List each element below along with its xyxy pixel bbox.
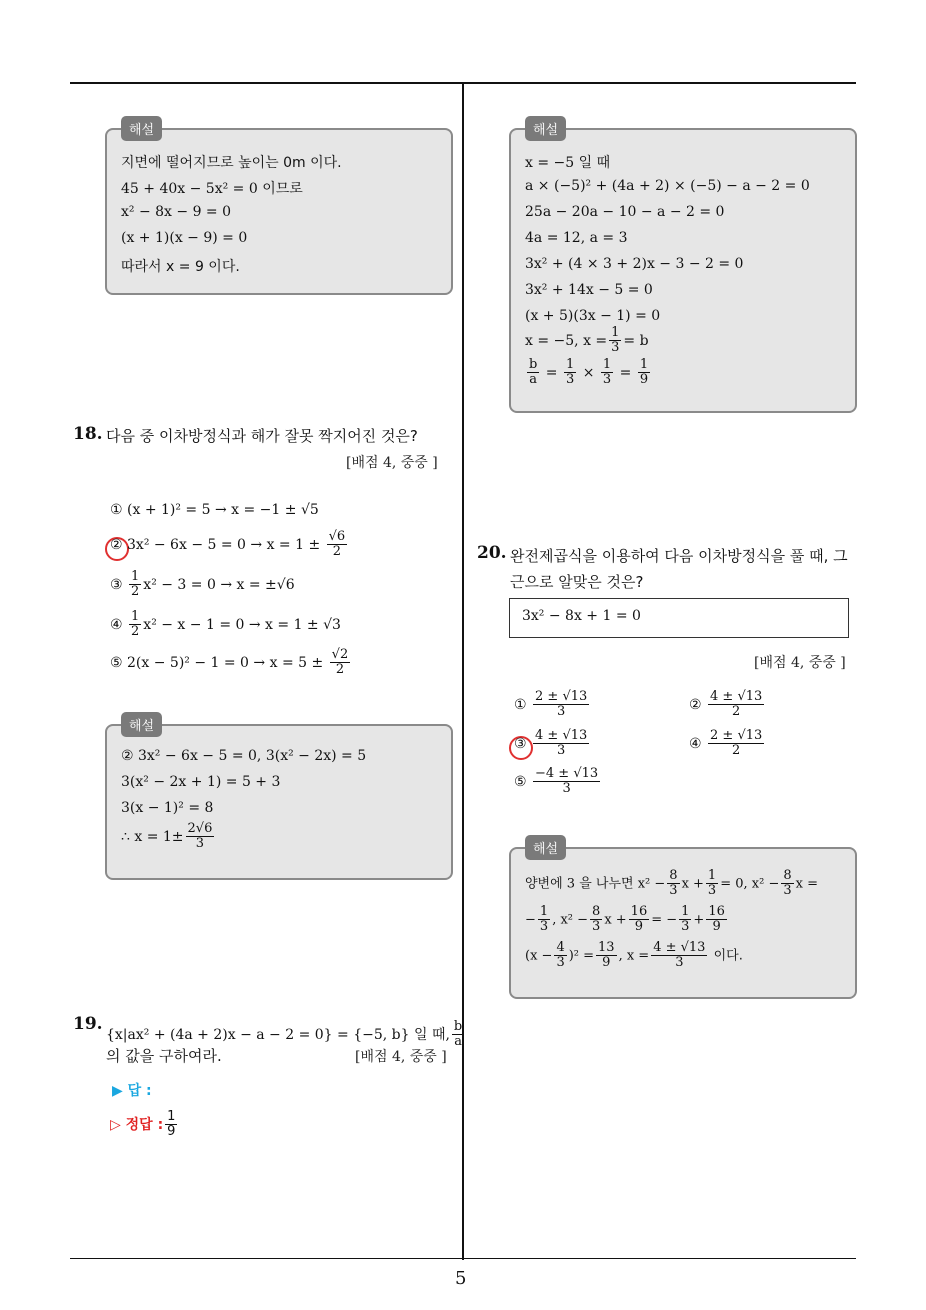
question-text: 다음 중 이차방정식과 해가 잘못 짝지어진 것은?: [106, 427, 418, 445]
option-mark: ①: [110, 502, 123, 518]
question-text: {x|ax² + (4a + 2)x − a − 2 = 0} = {−5, b} 일 때, $\frac{b}{a}$: [106, 1019, 463, 1050]
option-text: x² − x − 1 = 0 → x = 1 ± √3: [143, 616, 341, 633]
fraction: $\frac{1}{2}$: [131, 569, 140, 600]
question-meta: [배점 4, 중중 ]: [346, 455, 438, 471]
solution-line: (x − $\frac{4}{3}$ )² = $\frac{13}{9}$ , x = $\frac{4 \pm √13}{3}$ 이다.: [525, 940, 743, 971]
option-1[interactable]: [110, 502, 319, 518]
solution-tag: 해설: [121, 116, 162, 141]
solution-box-18: [105, 719, 453, 880]
question-text-2: 의 값을 구하여라.: [106, 1047, 222, 1065]
solution-line: ② 3x² − 6x − 5 = 0, 3(x² − 2x) = 5: [121, 748, 367, 764]
solution-line: − $\frac{1}{3}$ , x² − $\frac{8}{3}$ x + $\frac{16}{9}$ = − $\frac{1}{3}$ + $\frac{16}{9}$: [525, 904, 725, 935]
solution-line: x = −5, x = $\frac{1}{3}$ = b: [525, 325, 649, 356]
question-number: 20.: [477, 543, 507, 563]
option-1[interactable]: ① $\frac{2 \pm √13}{3}$: [514, 689, 588, 720]
option-4[interactable]: ④ $\frac{2 \pm √13}{2}$: [689, 728, 763, 759]
question-text: 완전제곱식을 이용하여 다음 이차방정식을 풀 때, 그: [510, 547, 848, 565]
solution-line: $\frac{b}{a}$ = $\frac{1}{3}$ × $\frac{1}{3}$ = $\frac{1}{9}$: [529, 357, 649, 388]
equation-box: 3x² − 8x + 1 = 0: [509, 598, 849, 638]
solution-line: a × (−5)² + (4a + 2) × (−5) − a − 2 = 0: [525, 178, 810, 194]
option-text: (x + 1)² = 5 → x = −1 ± √5: [127, 502, 319, 518]
solution-line: x² − 8x − 9 = 0: [121, 204, 232, 220]
question-text-2: 근으로 알맞은 것은?: [510, 573, 644, 591]
solution-line: x = −5 일 때: [525, 155, 611, 171]
solution-line: (x + 5)(3x − 1) = 0: [525, 308, 661, 324]
option-3[interactable]: ③ $\frac{4 \pm √13}{3}$: [514, 728, 588, 759]
question-number: 18.: [73, 424, 103, 444]
option-text: x² − 3 = 0 → x = ±√6: [143, 576, 295, 593]
option-2[interactable]: [110, 530, 349, 560]
solution-line: 3(x − 1)² = 8: [121, 800, 214, 816]
solution-box-20: [509, 842, 857, 999]
solution-line: 3(x² − 2x + 1) = 5 + 3: [121, 774, 281, 790]
fraction: $\frac{1}{2}$: [131, 609, 140, 640]
option-5[interactable]: ⑤ $\frac{-4 \pm √13}{3}$: [514, 766, 599, 797]
option-mark: ②: [110, 536, 123, 553]
page-number: 5: [455, 1268, 467, 1289]
solution-tag: 해설: [121, 712, 162, 737]
question-number: 19.: [73, 1014, 103, 1034]
fraction: $\frac{√6}{2}$: [328, 529, 346, 560]
option-4[interactable]: [110, 610, 341, 640]
option-mark: ⑤: [110, 654, 123, 671]
option-2[interactable]: ② $\frac{4 \pm √13}{2}$: [689, 689, 763, 720]
solution-line: 25a − 20a − 10 − a − 2 = 0: [525, 204, 725, 220]
solution-box-19: [509, 123, 857, 413]
solution-line: 지면에 떨어지므로 높이는 0m 이다.: [121, 155, 342, 171]
solution-line: (x + 1)(x − 9) = 0: [121, 230, 248, 246]
solution-tag: 해설: [525, 116, 566, 141]
fraction: $\frac{√2}{2}$: [331, 647, 349, 678]
answer-input-label[interactable]: ▶ 답 :: [112, 1083, 152, 1099]
option-text: 3x² − 6x − 5 = 0 → x = 1 ±: [127, 536, 321, 553]
option-mark: ④: [110, 616, 123, 633]
solution-line: 4a = 12, a = 3: [525, 230, 628, 246]
question-meta: [배점 4, 중중 ]: [355, 1049, 447, 1065]
question-meta: [배점 4, 중중 ]: [754, 655, 846, 671]
solution-tag: 해설: [525, 835, 566, 860]
solution-line: 45 + 40x − 5x² = 0 이므로: [121, 181, 303, 197]
solution-line: 따라서 x = 9 이다.: [121, 259, 240, 275]
bottom-rule: [70, 1258, 856, 1259]
solution-line: 3x² + 14x − 5 = 0: [525, 282, 653, 298]
solution-box-17: [105, 123, 453, 295]
column-divider: [462, 82, 464, 1260]
option-text: 2(x − 5)² − 1 = 0 → x = 5 ±: [127, 654, 324, 671]
option-mark: ③: [110, 576, 123, 593]
option-5[interactable]: [110, 648, 352, 678]
correct-answer: ▷ 정답 : $\frac{1}{9}$: [110, 1109, 176, 1140]
solution-line: 양변에 3 을 나누면 x² − $\frac{8}{3}$ x + $\frac{1}{3}$ = 0, x² − $\frac{8}{3}$ x =: [525, 868, 818, 899]
solution-line: 3x² + (4 × 3 + 2)x − 3 − 2 = 0: [525, 256, 744, 272]
option-3[interactable]: [110, 570, 295, 600]
solution-line: ∴ x = 1± $\frac{2√6}{3}$: [121, 821, 213, 852]
